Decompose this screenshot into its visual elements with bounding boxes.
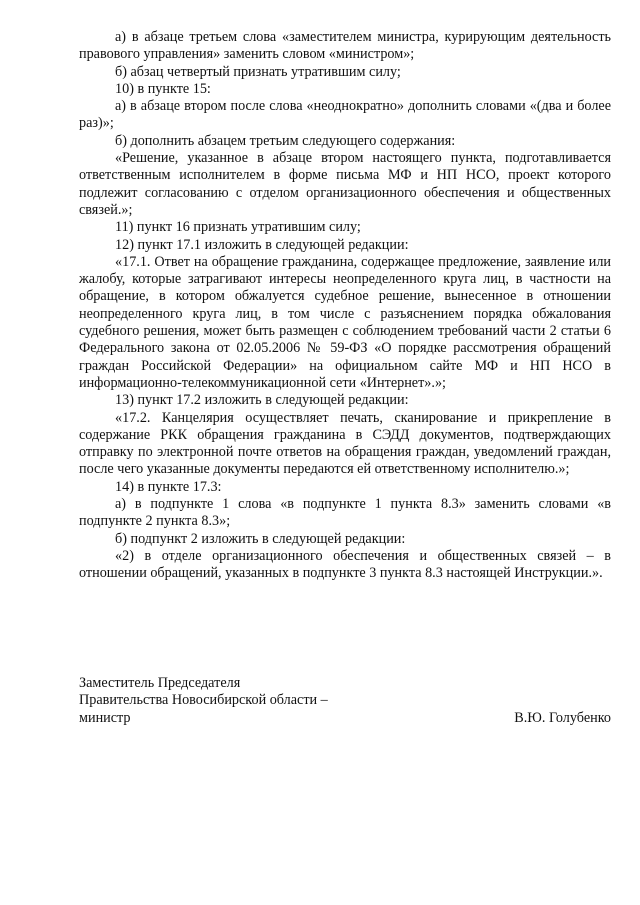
paragraph: 11) пункт 16 признать утратившим силу; [115, 219, 361, 236]
paragraph: а) в абзаце втором после слова «неоднократно» дополнить словами «(два и более раз)»; [79, 98, 611, 132]
paragraph: «17.1. Ответ на обращение гражданина, содержащее предложение, заявление или жалобу, которые затрагивают интересы неопределенного круга лиц, в частности на обращение, в котором обжалуется судебное решение, вынесенное в отношении неопределенного круга лиц, в том числе с разъяснением порядка обжалования судебного решения, может быть размещен с соблюдением требований части 2 статьи 6 Федерального закона от 02.05.2006 № 59-ФЗ «О порядке рассмотрения обращений граждан Российской Федерации» на официальном сайте МФ и НП НСО в информационно-телекоммуникационной сети «Интернет».»; [79, 253, 611, 391]
signature-title: министр [79, 709, 131, 726]
paragraph: 12) пункт 17.1 изложить в следующей редакции: [115, 236, 409, 253]
signature-name-line [79, 710, 611, 727]
paragraph: 14) в пункте 17.3: [115, 478, 222, 495]
paragraph: 13) пункт 17.2 изложить в следующей редакции: [115, 392, 409, 409]
signatory-name: В.Ю. Голубенко [514, 709, 611, 726]
paragraph: «2) в отделе организационного обеспечения и общественных связей – в отношении обращений, указанных в подпункте 3 пункта 8.3 настоящей Инструкции.». [79, 547, 611, 582]
paragraph: а) в подпункте 1 слова «в подпункте 1 пункта 8.3» заменить словами «в подпункте 2 пункта 8.3»; [79, 496, 611, 530]
paragraph: б) дополнить абзацем третьим следующего содержания: [115, 132, 456, 149]
paragraph: б) абзац четвертый признать утратившим силу; [115, 63, 401, 80]
paragraph: «17.2. Канцелярия осуществляет печать, сканирование и прикрепление в содержание РКК обращения гражданина в СЭДД документов, подтверждающих отправку по электронной почте ответов на обращения граждан, уведомлений граждан, после чего указанные документы передаются ей ответственному исполнителю.»; [79, 409, 611, 478]
signature-block [79, 675, 611, 727]
paragraph: 10) в пункте 15: [115, 80, 211, 97]
signature-position-line1: Заместитель Председателя [79, 675, 241, 691]
paragraph: б) подпункт 2 изложить в следующей редакции: [115, 530, 406, 547]
document-body [79, 29, 611, 583]
paragraph: а) в абзаце третьем слова «заместителем министра, курирующим деятельность правового управления» заменить словом «министром»; [79, 29, 611, 63]
signature-position-line2: Правительства Новосибирской области – [79, 692, 328, 709]
paragraph: «Решение, указанное в абзаце втором настоящего пункта, подготавливается ответственным исполнителем в форме письма МФ и НП НСО, проект которого подлежит согласованию с отделом организационного обеспечения и общественных связей.»; [79, 150, 611, 218]
